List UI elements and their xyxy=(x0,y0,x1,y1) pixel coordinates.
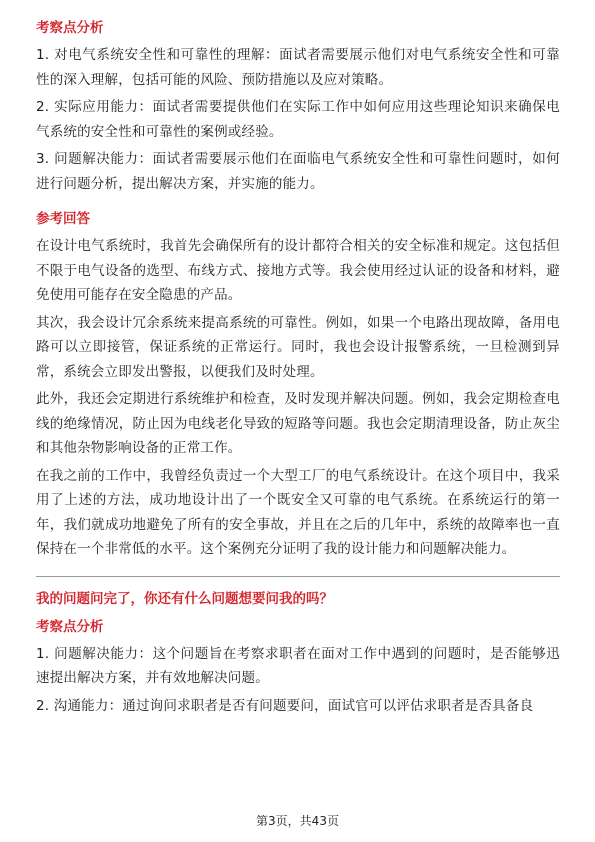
question-divider xyxy=(36,576,560,577)
section-heading-analysis-2: 考察点分析 xyxy=(36,618,104,635)
answer-paragraph: 此外，我还会定期进行系统维护和检查，及时发现并解决问题。例如，我会定期检查电线的绝缘情况，防止因为电线老化导致的短路等问题。我也会定期清理设备，防止灰尘和其他杂物影响设备的正常工作。 xyxy=(36,391,560,456)
analysis-item: 2. 沟通能力：通过询问求职者是否有问题要问，面试官可以评估求职者是否具备良 xyxy=(36,697,534,714)
page-number-footer: 第3页，共43页 xyxy=(256,814,339,828)
section-heading-analysis: 考察点分析 xyxy=(36,20,104,36)
page-content xyxy=(36,18,560,721)
analysis-item: 2. 实际应用能力：面试者需要提供他们在实际工作中如何应用这些理论知识来确保电气系统的安全性和可靠性的案例或经验。 xyxy=(36,99,560,140)
answer-paragraph: 在我之前的工作中，我曾经负责过一个大型工厂的电气系统设计。在这个项目中，我采用了上述的方法，成功地设计出了一个既安全又可靠的电气系统。在系统运行的第一年，我们就成功地避免了所有的安全事故，并且在之后的几年中，系统的故障率也一直保持在一个非常低的水平。这个案例充分证明了我的设计能力和问题解决能力。 xyxy=(36,467,560,557)
answer-paragraph: 在设计电气系统时，我首先会确保所有的设计都符合相关的安全标准和规定。这包括但不限于电气设备的选型、布线方式、接地方式等。我会使用经过认证的设备和材料，避免使用可能存在安全隐患的产品。 xyxy=(36,238,560,303)
analysis-item: 1. 对电气系统安全性和可靠性的理解：面试者需要展示他们对电气系统安全性和可靠性的深入理解，包括可能的风险、预防措施以及应对策略。 xyxy=(36,47,560,88)
section-gap xyxy=(36,199,560,209)
analysis-item: 1. 问题解决能力：这个问题旨在考察求职者在面对工作中遇到的问题时，是否能够迅速提出解决方案，并有效地解决问题。 xyxy=(36,645,560,686)
interview-question: 我的问题问完了，你还有什么问题想要问我的吗？ xyxy=(36,590,333,607)
analysis-item: 3. 问题解决能力：面试者需要展示他们在面临电气系统安全性和可靠性问题时，如何进行问题分析，提出解决方案，并实施的能力。 xyxy=(36,151,560,192)
answer-paragraph: 其次，我会设计冗余系统来提高系统的可靠性。例如，如果一个电路出现故障，备用电路可以立即接管，保证系统的正常运行。同时，我也会设计报警系统，一旦检测到异常，系统会立即发出警报，以便我们及时处理。 xyxy=(36,314,560,380)
section-heading-reference-answer: 参考回答 xyxy=(36,211,90,227)
